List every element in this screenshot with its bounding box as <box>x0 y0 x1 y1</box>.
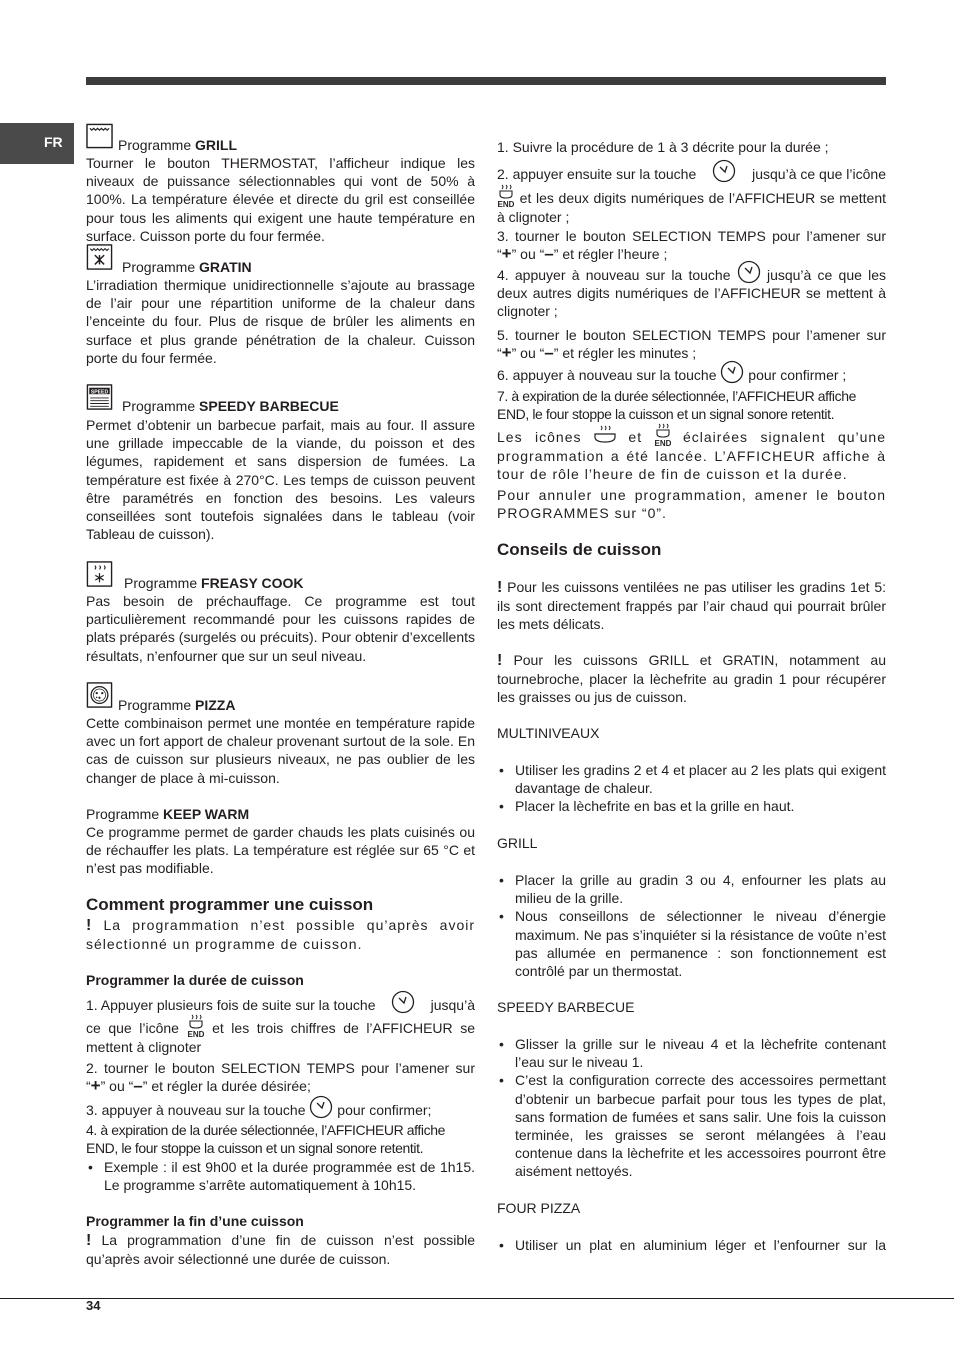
duration-example-list <box>86 1158 475 1194</box>
end-time-heading: Programmer la fin d’une cuisson <box>86 1213 304 1229</box>
list-item: • Placer la lèchefrite en bas et la grille en haut. <box>497 797 886 815</box>
tip-2: ! Pour les cuissons GRILL et GRATIN, notamment au tournebroche, placer la lèchefrite au gradin 1 pour récupérer les graisses ou jus de cuisson. <box>497 652 887 706</box>
end-step-1: 1. Suivre la procédure de 1 à 3 décrite pour la durée ; <box>497 139 829 155</box>
grill-tips-list <box>497 871 886 980</box>
tips-heading: Conseils de cuisson <box>497 540 662 559</box>
pizza-text: Cette combinaison permet une montée en température rapide avec un fort apport de chaleur provenant surtout de la sole. En cas de cuisson sur plusieurs niveaux, ne pas oublier de les changer de place à mi-cuisson. <box>86 715 475 786</box>
pizza-heading: Programme PIZZA <box>86 682 475 710</box>
clock-button-icon <box>712 159 736 183</box>
keepwarm-text: Ce programme permet de garder chauds les plats cuisinés ou de réchauffer les plats. La température est réglée sur 65 °C et n’est pas modifiable. <box>86 824 475 877</box>
pizza-tips-title: FOUR PIZZA <box>497 1200 581 1216</box>
keepwarm-heading: Programme KEEP WARM <box>86 806 250 822</box>
speedy-heading: SPEED Programme SPEEDY BARBECUE <box>86 384 475 412</box>
clock-button-icon <box>737 260 761 284</box>
list-item: • Glisser la grille sur le niveau 4 et la lèchefrite contenant l’eau sur le niveau 1. <box>497 1035 886 1071</box>
speedy-tips-title: SPEEDY BARBECUE <box>497 999 635 1015</box>
clock-button-icon <box>309 1095 333 1119</box>
list-item: • Nous conseillons de sélectionner le niveau d’énergie maximum. Ne pas s’inquiéter si la résistance de voûte n’est pas allumée en permanence : son fonctionnement est contrôlé par un thermostat. <box>497 907 886 980</box>
list-item: • Utiliser les gradins 2 et 4 et placer au 2 les plats qui exigent davantage de chaleur. <box>497 761 886 797</box>
duration-heading: Programmer la durée de cuisson <box>86 972 304 988</box>
grill-heading: Programme GRILL <box>86 123 475 149</box>
end-icons-note: Les icônes et END éclairées signalent qu’une programmation a été lancée. L’AFFICHEUR affiche à tour de rôle l’heure de fin de cuisson et la durée. <box>497 423 886 483</box>
pizza-tips-list <box>497 1236 886 1254</box>
multiniveaux-title: MULTINIVEAUX <box>497 725 600 741</box>
svg-text:END: END <box>497 200 515 208</box>
svg-text:END: END <box>187 1030 204 1038</box>
list-item: • Utiliser un plat en aluminium léger et l’enfourner sur la <box>497 1236 886 1254</box>
gratin-text: L’irradiation thermique unidirectionnelle s’ajoute au brassage de l’air pour une répartition uniforme de la chaleur dans l’enceinte du four. Plus de risque de brûler les aliments en surface et plus grande pénétration de la chaleur. Cuisson porte du four fermée. <box>86 277 475 366</box>
duration-step-1: 1. Appuyer plusieurs fois de suite sur la touche jusqu’à <box>86 986 475 1014</box>
grill-tips-title: GRILL <box>497 835 538 851</box>
page-number: 34 <box>86 1298 101 1313</box>
end-icon <box>187 1014 205 1038</box>
duration-step-2: 2. tourner le bouton SELECTION TEMPS pour l’amener sur “+” ou “–” et régler la durée désirée; <box>86 1060 475 1096</box>
freasy-text: Pas besoin de préchauffage. Ce programme est tout particulièrement recommandé pour les cuissons rapides de plats préparés (surgelés ou précuits). Pour obtenir d’excellents résultats, n’enfourner que sur un seul niveau. <box>86 593 475 664</box>
end-step-2-cont: END et les deux digits numériques de l’AFFICHEUR se mettent à clignoter ; <box>497 184 886 226</box>
end-step-5: 5. tourner le bouton SELECTION TEMPS pour l’amener sur “+” ou “–” et régler les minutes ; <box>497 327 886 363</box>
clock-button-icon <box>391 990 415 1014</box>
footer-rule <box>0 1298 954 1299</box>
grill-icon <box>86 123 113 149</box>
svg-text:END: END <box>654 439 671 447</box>
end-icon <box>497 184 515 208</box>
speedy-text: Permet d’obtenir un barbecue parfait, mais au four. Il assure une grillade impeccable de la viande, du poisson et des légumes, rapidement et sans dispersion de fumées. La température est fixée à 270°C. Les temps de cuisson peuvent être paramétrés en fonction des besoins. Les valeurs conseillées sont toutefois signalées dans le tableau (voir Tableau de cuisson). <box>86 417 475 543</box>
pizza-icon <box>86 682 113 708</box>
list-item: • Placer la grille au gradin 3 ou 4, enfourner les plats au milieu de la grille. <box>497 871 886 907</box>
list-item: • C’est la configuration correcte des accessoires permettant d’obtenir un barbecue parfait pour tous les types de plat, sans formation de fumées et sans salir. Une fois la cuisson terminée, les graisses se seront mélangées à l’eau contenue dans la lèchefrite et les accessoires pourront être aisément nettoyés. <box>497 1071 886 1180</box>
cancel-note: Pour annuler une programmation, amener le bouton PROGRAMMES sur “0”. <box>497 487 886 522</box>
language-tab: FR <box>0 123 74 164</box>
duration-step-3: 3. appuyer à nouveau sur la touche pour confirmer; <box>86 1095 475 1119</box>
freasy-heading: Programme FREASY COOK <box>86 561 475 589</box>
freasy-cook-icon <box>86 561 113 587</box>
end-step-4: 4. appuyer à nouveau sur la touche jusqu’à ce que les deux autres digits numériques de l’AFFICHEUR se mettent à clignoter ; <box>497 260 886 321</box>
multiniveaux-list <box>497 761 886 816</box>
end-step-6: 6. appuyer à nouveau sur la touche pour confirmer ; <box>497 360 886 384</box>
end-step-3: 3. tourner le bouton SELECTION TEMPS pour l’amener sur “+” ou “–” et régler l’heure ; <box>497 228 886 264</box>
duration-step-1-cont: ce que l’icône END et les trois chiffres de l’AFFICHEUR se mettent à clignoter <box>86 1014 475 1056</box>
list-item: • Exemple : il est 9h00 et la durée programmée est de 1h15. Le programme s’arrête automatiquement à 10h15. <box>86 1158 475 1194</box>
speedy-barbecue-icon <box>86 384 113 410</box>
dish-icon <box>593 425 617 445</box>
programming-note: ! La programmation n’est possible qu’après avoir sélectionné un programme de cuisson. <box>86 917 475 953</box>
gratin-heading: Programme GRATIN <box>86 244 475 272</box>
speedy-tips-list <box>497 1035 886 1181</box>
speed-icon-text: SPEED <box>90 389 109 396</box>
header-bar <box>86 77 886 85</box>
clock-button-icon <box>720 360 744 384</box>
duration-step-4: 4. à expiration de la durée sélectionnée, l’AFFICHEUR affiche END, le four stoppe la cuisson et un signal sonore retentit. <box>86 1122 445 1157</box>
gratin-icon <box>86 244 113 270</box>
tip-1: ! Pour les cuissons ventilées ne pas utiliser les gradins 1et 5: ils sont directement frappés par l’air chaud qui pourrait brûler les mets délicats. <box>497 579 886 633</box>
grill-text: Tourner le bouton THERMOSTAT, l’afficheur indique les niveaux de puissance sélectionnables qui vont de 50% à 100%. La température élevée et directe du gril est conseillée pour tous les aliments qui exigent une haute température en surface. Cuisson porte du four fermée. <box>86 155 475 244</box>
end-step-2: 2. appuyer ensuite sur la touche jusqu’à ce que l’icône <box>497 155 886 183</box>
end-step-7: 7. à expiration de la durée sélectionnée, l’AFFICHEUR affiche END, le four stoppe la cuisson et un signal sonore retentit. <box>497 388 856 423</box>
end-icon <box>654 423 672 447</box>
end-time-note: ! La programmation d’une fin de cuisson n’est possible qu’après avoir sélectionné une durée de cuisson. <box>86 1232 475 1268</box>
programming-heading: Comment programmer une cuisson <box>86 895 374 914</box>
